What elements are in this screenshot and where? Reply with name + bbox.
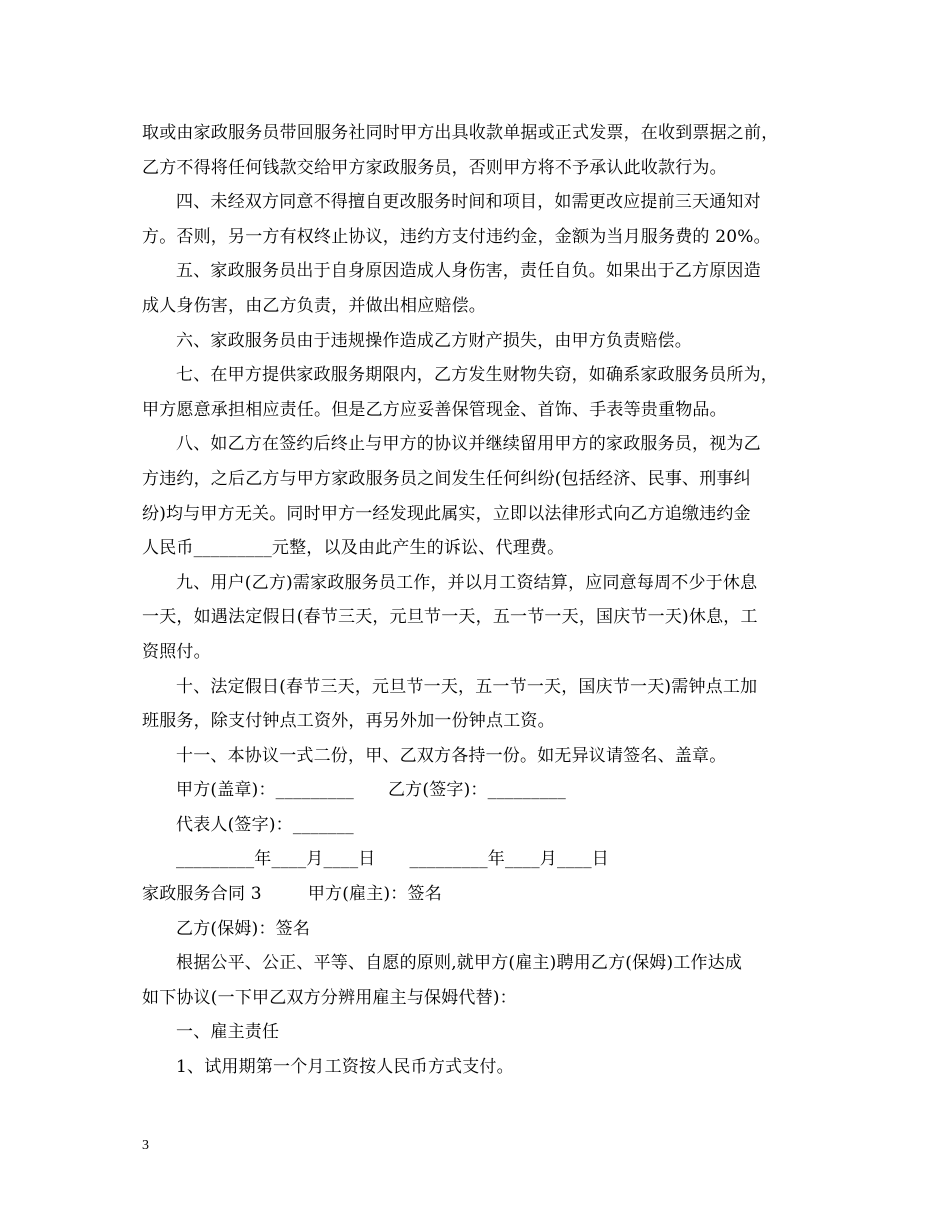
intro-line: 根据公平、公正、平等、自愿的原则,就甲方(雇主)聘用乙方(保姆)工作达成 [176,953,743,974]
clause-9-line: 一天，如遇法定假日(春节三天，元旦节一天，五一节一天，国庆节一天)休息，工 [142,607,758,628]
party-a-seal-field: 甲方(盖章)：_________ [176,780,354,801]
clause-8-line: 纷)均与甲方无关。同时甲方一经发现此属实，立即以法律形式向乙方追缴违约金 [142,503,751,524]
page-number: 3 [142,1138,149,1153]
clause-9-line: 九、用户(乙方)需家政服务员工作，并以月工资结算，应同意每周不少于休息 [176,572,758,593]
list-item: 1、试用期第一个月工资按人民币方式支付。 [176,1057,514,1078]
clause-6-line: 六、家政服务员由于违规操作造成乙方财产损失，由甲方负责赔偿。 [176,330,692,351]
clause-4-line: 方。否则，另一方有权终止协议，违约方支付违约金，金额为当月服务费的 20%。 [142,226,771,247]
paragraph-line: 乙方不得将任何钱款交给甲方家政服务员，否则甲方将不予承认此收款行为。 [142,157,727,178]
clause-8-line: 方违约，之后乙方与甲方家政服务员之间发生任何纠纷(包括经济、民事、刑事纠 [142,468,751,489]
clause-8-line: 八、如乙方在签约后终止与甲方的协议并继续留用甲方的家政服务员，视为乙 [176,434,761,455]
clause-10-line: 班服务，除支付钟点工资外，再另外加一份钟点工资。 [142,711,555,732]
contract-3-heading-row [142,877,832,912]
paragraph-line: 取或由家政服务员带回服务社同时甲方出具收款单据或正式发票，在收到票据之前， [142,123,779,143]
clause-5-line: 成人身伤害，由乙方负责，并做出相应赔偿。 [142,295,486,316]
document-body [142,116,832,1085]
representative-signature-field: 代表人(签字)：_______ [176,814,354,835]
clause-10-line: 十、法定假日(春节三天，元旦节一天，五一节一天，国庆节一天)需钟点工加 [176,676,758,697]
clause-5-line: 五、家政服务员出于自身原因造成人身伤害，责任自负。如果出于乙方原因造 [176,261,761,282]
contract-3-heading: 家政服务合同 3 [142,884,262,905]
date-row [142,842,832,877]
clause-4-line: 四、未经双方同意不得擅自更改服务时间和项目，如需更改应提前三天通知对 [176,192,761,213]
employer-signature: 甲方(雇主)：签名 [307,884,442,905]
signature-row [142,773,832,808]
clause-7-line: 七、在甲方提供家政服务期限内，乙方发生财物失窃，如确系家政服务员所为， [176,365,778,386]
clause-8-line: 人民币_________元整，以及由此产生的诉讼、代理费。 [142,538,565,559]
nanny-signature: 乙方(保姆)：签名 [176,918,311,939]
intro-line: 如下协议(一下甲乙双方分辨用雇主与保姆代替)： [142,987,517,1008]
party-b-signature-field: 乙方(签字)：_________ [387,780,566,801]
clause-7-line: 甲方愿意承担相应责任。但是乙方应妥善保管现金、首饰、手表等贵重物品。 [142,399,727,420]
clause-9-line: 资照付。 [142,641,211,662]
clause-11-line: 十一、本协议一式二份，甲、乙双方各持一份。如无异议请签名、盖章。 [176,745,727,766]
date-field-b: _________年____月____日 [409,849,609,870]
section-heading: 一、雇主责任 [176,1022,280,1043]
date-field-a: _________年____月____日 [176,849,376,870]
